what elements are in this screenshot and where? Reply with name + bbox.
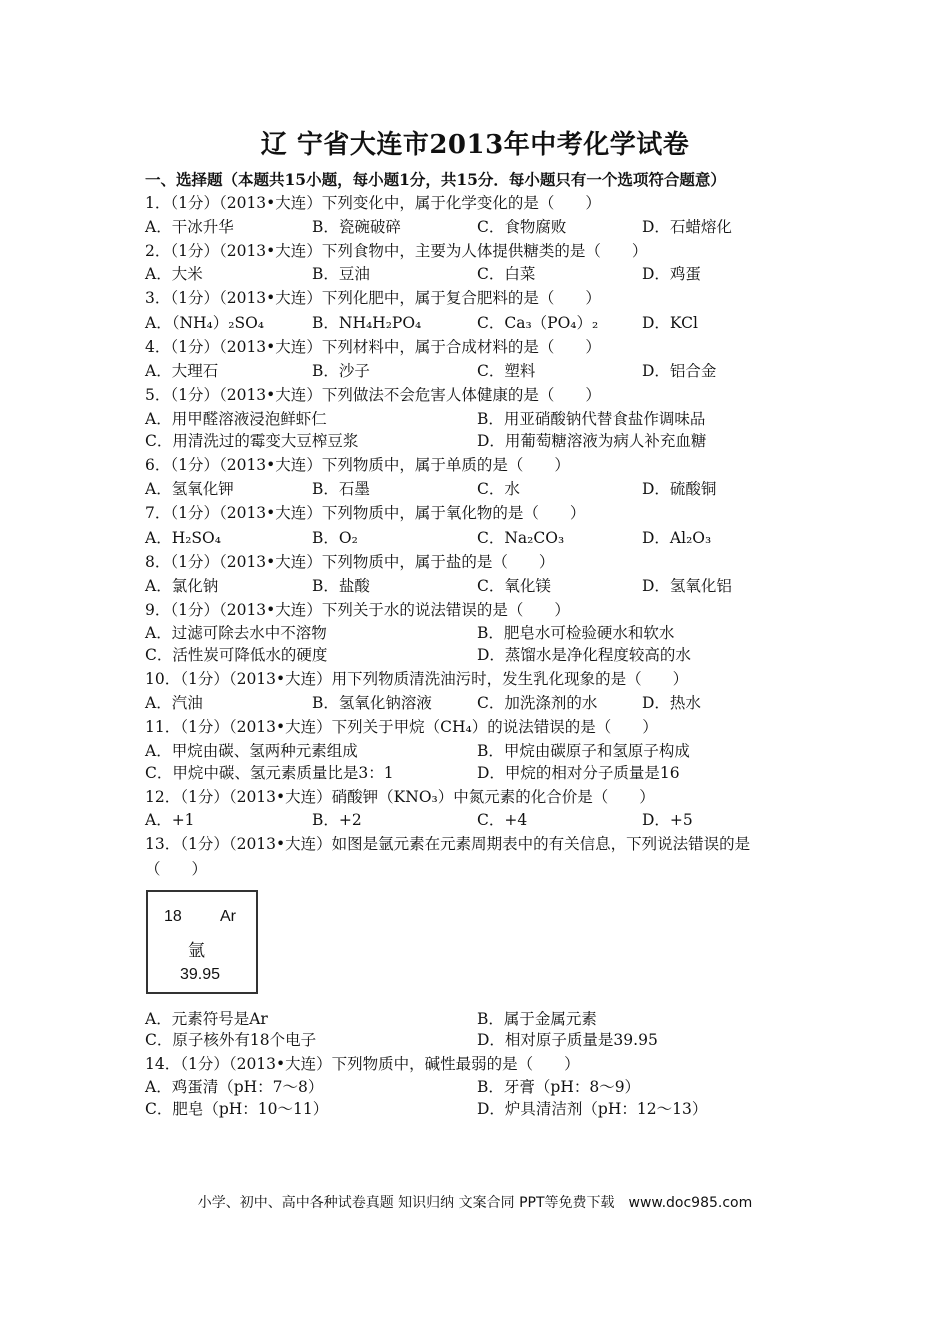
option-c: C．加洗涤剂的水 — [477, 694, 598, 712]
option-c: C．活性炭可降低水的硬度 — [145, 646, 328, 664]
section-heading: 一、选择题（本题共15小题，每小题1分，共15分．每小题只有一个选项符合题意） — [145, 170, 726, 189]
option-a: A．+1 — [145, 811, 195, 829]
question-stem: 13．（1分）（2013•大连）如图是氩元素在元素周期表中的有关信息，下列说法错误的是 — [145, 835, 751, 853]
option-a: A．甲烷由碳、氢两种元素组成 — [145, 742, 358, 760]
question-stem: 10．（1分）（2013•大连）用下列物质清洗油污时，发生乳化现象的是（ ） — [145, 670, 689, 688]
option-a: A．过滤可除去水中不溶物 — [145, 624, 327, 642]
option-a: A．干冰升华 — [145, 218, 234, 236]
question-stem: 4．（1分）（2013•大连）下列材料中，属于合成材料的是（ ） — [145, 338, 601, 356]
option-d: D．炉具清洁剂（pH：12～13） — [477, 1100, 708, 1118]
option-d: D．铝合金 — [642, 362, 717, 380]
option-d: D．蒸馏水是净化程度较高的水 — [477, 646, 691, 664]
option-b: B．肥皂水可检验硬水和软水 — [477, 624, 675, 642]
option-b: B．沙子 — [312, 362, 370, 380]
option-b: B．用亚硝酸钠代替食盐作调味品 — [477, 410, 706, 428]
page-footer: 小学、初中、高中各种试卷真题 知识归纳 文案合同 PPT等免费下载 www.doc985.com — [197, 1195, 753, 1211]
option-b: B．氢氧化钠溶液 — [312, 694, 432, 712]
option-d: D．热水 — [642, 694, 701, 712]
element-name: 氩 — [188, 941, 205, 961]
option-b: B．+2 — [312, 811, 362, 829]
option-a: A．氢氧化钾 — [145, 480, 234, 498]
option-a: A．用甲醛溶液浸泡鲜虾仁 — [145, 410, 327, 428]
option-b: B．瓷碗破碎 — [312, 218, 401, 236]
option-c: C．白菜 — [477, 265, 536, 283]
option-d: D．KCl — [642, 314, 698, 332]
option-a: A．氯化钠 — [145, 577, 219, 595]
option-c: C．原子核外有18个电子 — [145, 1031, 317, 1049]
question-stem: 12．（1分）（2013•大连）硝酸钾（KNO₃）中氮元素的化合价是（ ） — [145, 788, 655, 806]
option-a: A．大米 — [145, 265, 203, 283]
option-a: A．大理石 — [145, 362, 219, 380]
option-b: B．石墨 — [312, 480, 370, 498]
page-title: 辽 宁省大连市2013年中考化学试卷 — [260, 130, 690, 160]
option-d: D．氢氧化铝 — [642, 577, 732, 595]
option-d: D．Al₂O₃ — [642, 529, 712, 547]
question-stem: 14．（1分）（2013•大连）下列物质中，碱性最弱的是（ ） — [145, 1055, 580, 1073]
option-c: C．塑料 — [477, 362, 536, 380]
option-d: D．甲烷的相对分子质量是16 — [477, 764, 680, 782]
option-b: B．属于金属元素 — [477, 1010, 597, 1028]
option-b: B．牙膏（pH：8～9） — [477, 1078, 641, 1096]
option-d: D．用葡萄糖溶液为病人补充血糖 — [477, 432, 707, 450]
option-d: D．鸡蛋 — [642, 265, 701, 283]
question-stem: 3．（1分）（2013•大连）下列化肥中，属于复合肥料的是（ ） — [145, 289, 601, 307]
option-c: C．+4 — [477, 811, 528, 829]
question-stem: 11．（1分）（2013•大连）下列关于甲烷（CH₄）的说法错误的是（ ） — [145, 718, 658, 736]
element-symbol: Ar — [220, 908, 236, 925]
question-stem: 6．（1分）（2013•大连）下列物质中，属于单质的是（ ） — [145, 456, 570, 474]
option-a: A．元素符号是Ar — [145, 1010, 268, 1028]
option-c: C．用清洗过的霉变大豆榨豆浆 — [145, 432, 359, 450]
atomic-mass: 39.95 — [180, 966, 221, 983]
option-c: C．食物腐败 — [477, 218, 567, 236]
question-stem-continuation: （ ） — [145, 860, 208, 878]
option-b: B．豆油 — [312, 265, 370, 283]
option-b: B．O₂ — [312, 529, 358, 547]
option-c: C．甲烷中碳、氢元素质量比是3：1 — [145, 764, 394, 782]
option-a: A．鸡蛋清（pH：7～8） — [145, 1078, 324, 1096]
option-d: D．石蜡熔化 — [642, 218, 732, 236]
option-c: C．Ca₃（PO₄）₂ — [477, 314, 599, 332]
option-c: C．肥皂（pH：10～11） — [145, 1100, 329, 1118]
option-c: C．氧化镁 — [477, 577, 551, 595]
atomic-number: 18 — [164, 908, 182, 925]
question-stem: 8．（1分）（2013•大连）下列物质中，属于盐的是（ ） — [145, 553, 555, 571]
argon-element-card — [146, 890, 258, 994]
question-stem: 1．（1分）（2013•大连）下列变化中，属于化学变化的是（ ） — [145, 194, 601, 212]
option-b: B．甲烷由碳原子和氢原子构成 — [477, 742, 690, 760]
option-c: C．Na₂CO₃ — [477, 529, 565, 547]
option-a: A．H₂SO₄ — [145, 529, 221, 547]
question-stem: 9．（1分）（2013•大连）下列关于水的说法错误的是（ ） — [145, 601, 570, 619]
option-b: B．NH₄H₂PO₄ — [312, 314, 422, 332]
option-a: A．汽油 — [145, 694, 203, 712]
option-b: B．盐酸 — [312, 577, 370, 595]
question-stem: 7．（1分）（2013•大连）下列物质中，属于氧化物的是（ ） — [145, 504, 586, 522]
question-stem: 2．（1分）（2013•大连）下列食物中，主要为人体提供糖类的是（ ） — [145, 242, 648, 260]
option-d: D．相对原子质量是39.95 — [477, 1031, 658, 1049]
question-stem: 5．（1分）（2013•大连）下列做法不会危害人体健康的是（ ） — [145, 386, 601, 404]
option-a: A．（NH₄）₂SO₄ — [145, 314, 264, 332]
option-c: C．水 — [477, 480, 520, 498]
option-d: D．硫酸铜 — [642, 480, 717, 498]
option-d: D．+5 — [642, 811, 693, 829]
